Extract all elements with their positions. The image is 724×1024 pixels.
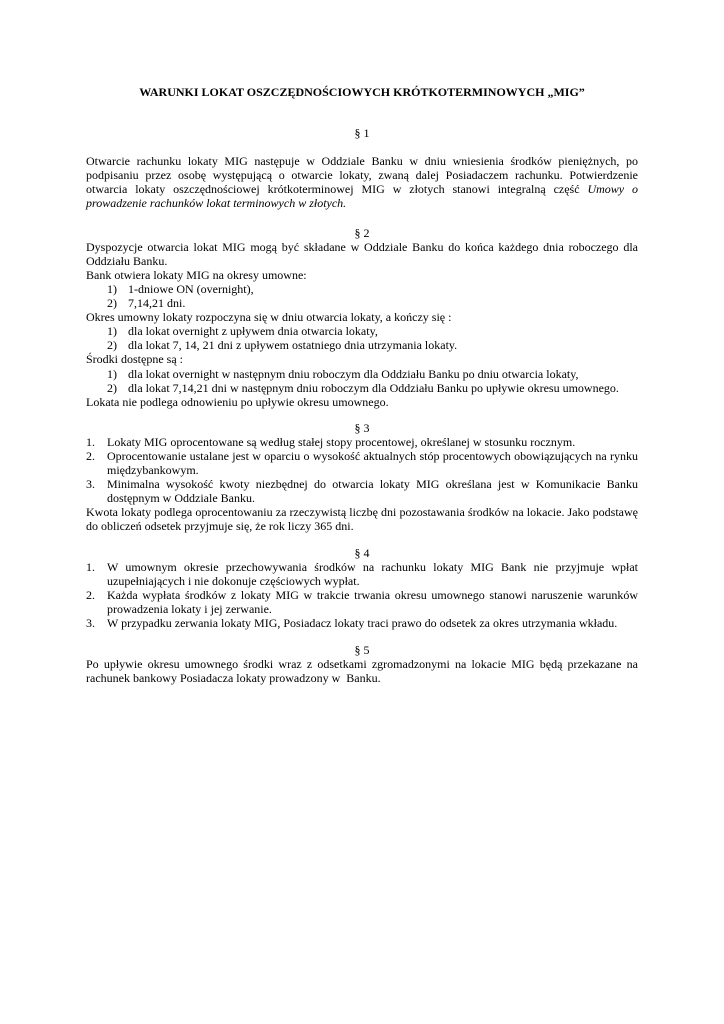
- section-paragraph: Dyspozycje otwarcia lokat MIG mogą być składane w Oddziale Banku do końca każdego dnia roboczego dla Oddziału Banku.: [86, 239, 638, 268]
- list-number: 1): [107, 366, 117, 381]
- list-number: 2.: [86, 587, 95, 602]
- list-item: [107, 282, 638, 296]
- section-paragraph: Lokata nie podlega odnowieniu po upływie okresu umownego.: [86, 394, 389, 409]
- list-number: 3.: [86, 477, 95, 492]
- section-5: [86, 642, 641, 685]
- section-heading: § 2: [354, 225, 370, 240]
- section-paragraph: Po upływie okresu umownego środki wraz z odsetkami zgromadzonymi na lokacie MIG będą przekazane na rachunek bankowy Posiadacza lokaty prowadzony w Banku.: [86, 656, 641, 685]
- list-item: [86, 588, 638, 616]
- funds-availability-list: [86, 367, 638, 395]
- list-text: W umownym okresie przechowywania środków na rachunku lokaty MIG Bank nie przyjmuje wpłat uzupełniających i nie dokonuje częściowych wypłat.: [107, 559, 638, 588]
- list-text: dla lokat 7,14,21 dni w następnym dniu roboczym dla Oddziału Banku po upływie okresu umownego.: [128, 380, 619, 395]
- section-paragraph: Okres umowny lokaty rozpoczyna się w dniu otwarcia lokaty, a kończy się :: [86, 310, 452, 325]
- document-title: WARUNKI LOKAT OSZCZĘDNOŚCIOWYCH KRÓTKOTERMINOWYCH „MIG”: [139, 85, 585, 99]
- section-paragraph: Kwota lokaty podlega oprocentowaniu za rzeczywistą liczbę dni pozostawania środków na lokacie. Jako podstawę do obliczeń odsetek przyjmuje się, że rok liczy 365 dni.: [86, 505, 638, 534]
- list-text: Lokaty MIG oprocentowane są według stałej stopy procentowej, określanej w stosunku rocznym.: [107, 434, 576, 449]
- list-text: dla lokat overnight w następnym dniu roboczym dla Oddziału Banku po dniu otwarcia lokaty,: [128, 366, 579, 381]
- list-text: 1-dniowe ON (overnight),: [128, 281, 254, 296]
- list-item: [86, 560, 638, 588]
- list-text: Minimalna wysokość kwoty niezbędnej do otwarcia lokaty MIG określana jest w Komunikacie Banku dostępnym w Oddziale Banku.: [107, 477, 638, 506]
- list-number: 1.: [86, 434, 95, 449]
- section-2: [86, 226, 638, 409]
- interest-rules-list: [86, 435, 638, 505]
- agreement-reference: Umowy o prowadzenie rachunków lokat terminowych w złotych.: [86, 182, 638, 211]
- list-text: 7,14,21 dni.: [128, 296, 186, 311]
- section-heading: § 1: [354, 126, 370, 141]
- section-paragraph: Bank otwiera lokaty MIG na okresy umowne:: [86, 267, 307, 282]
- list-item: [86, 477, 638, 505]
- section-3: [86, 421, 638, 534]
- paragraph-text: Otwarcie rachunku lokaty MIG następuje w Oddziale Banku w dniu wniesienia środków pieniężnych, po podpisaniu przez osobę występującą o otwarcie lokaty, zwaną dalej Posiadaczem rachunku. Potwierdzenie otwarcia lokaty oszczędnościowej krótkoterminowej MIG w złotych stanowi integralną część: [86, 154, 638, 197]
- withdrawal-rules-list: [86, 560, 638, 630]
- section-1: [86, 126, 638, 210]
- list-text: dla lokat overnight z upływem dnia otwarcia lokaty,: [128, 324, 378, 339]
- list-item: [107, 324, 638, 338]
- list-text: W przypadku zerwania lokaty MIG, Posiadacz lokaty traci prawo do odsetek za okres utrzymania wkładu.: [107, 616, 618, 630]
- list-item: [107, 338, 638, 352]
- section-heading: § 4: [354, 545, 370, 560]
- list-text: dla lokat 7, 14, 21 dni z upływem ostatniego dnia utrzymania lokaty.: [128, 338, 458, 353]
- document-content: [86, 85, 641, 685]
- term-options-list: [86, 282, 638, 310]
- term-end-list: [86, 324, 638, 352]
- list-item: [86, 449, 638, 477]
- section-4: [86, 546, 638, 631]
- list-number: 1): [107, 281, 117, 296]
- list-number: 3.: [86, 616, 95, 630]
- list-number: 2): [107, 380, 117, 395]
- list-number: 2): [107, 296, 117, 311]
- section-heading: § 5: [354, 642, 370, 657]
- list-number: 2): [107, 338, 117, 353]
- list-text: Oprocentowanie ustalane jest w oparciu o wysokość aktualnych stóp procentowych obowiązujących na rynku międzybankowym.: [107, 448, 638, 478]
- list-number: 2.: [86, 448, 95, 463]
- list-text: Każda wypłata środków z lokaty MIG w trakcie trwania okresu umownego stanowi naruszenie warunków prowadzenia lokaty i jej zerwanie.: [107, 587, 638, 616]
- section-paragraph: [86, 154, 638, 210]
- section-paragraph: Środki dostępne są :: [86, 352, 183, 367]
- list-number: 1.: [86, 559, 95, 574]
- list-number: 1): [107, 324, 117, 339]
- list-item: [107, 381, 638, 395]
- list-item: [107, 296, 638, 310]
- section-heading: § 3: [354, 420, 370, 435]
- list-item: [107, 367, 638, 381]
- list-item: [86, 435, 638, 449]
- list-item: [86, 616, 638, 630]
